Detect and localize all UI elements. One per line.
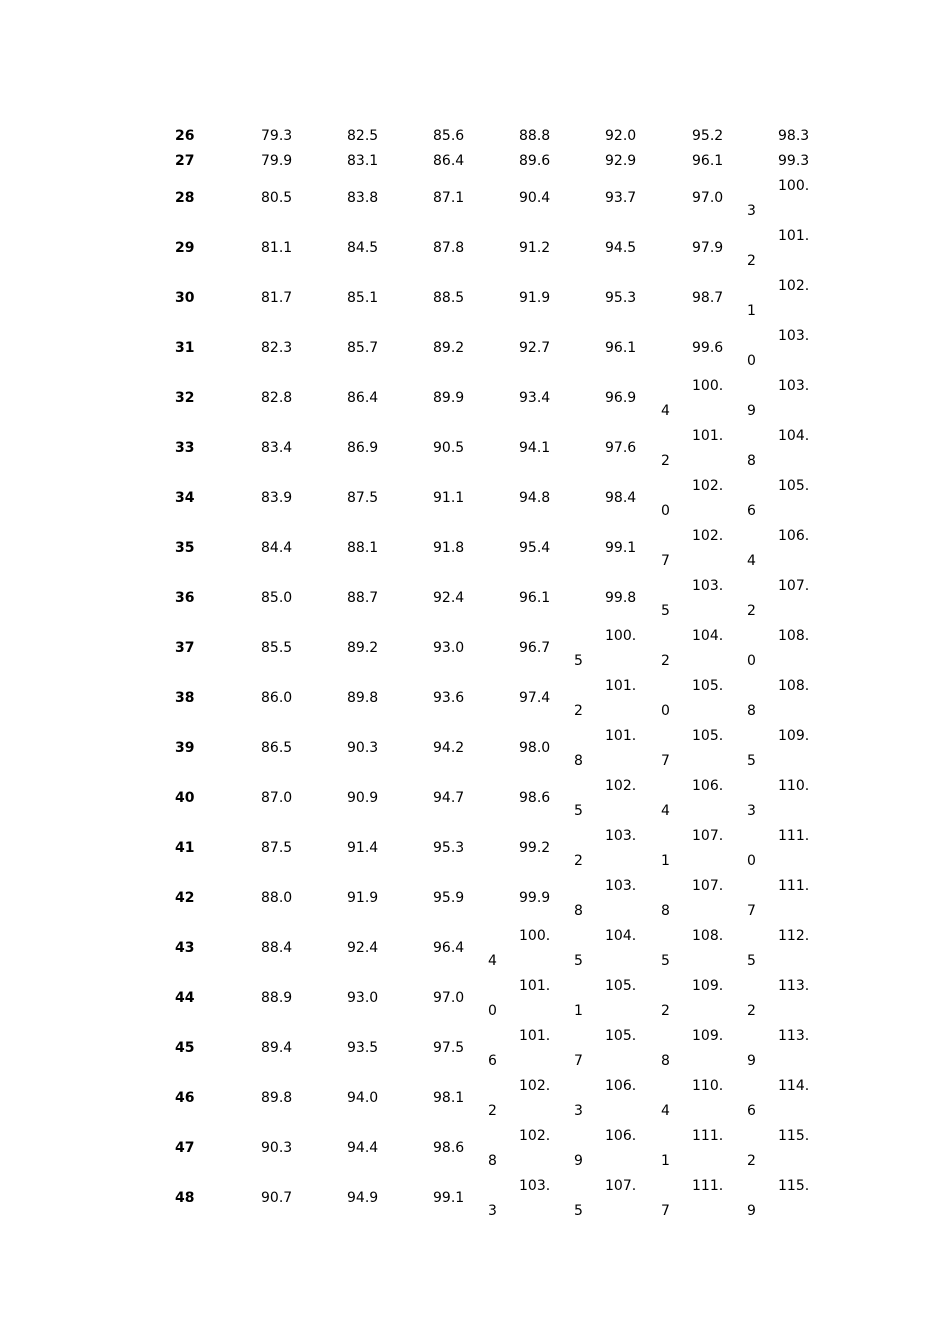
table-cell: 94.9 [347,1190,379,1206]
cell-value-part: 103. [605,828,637,844]
table-cell: 99.9 [519,890,551,906]
table-row [0,1128,950,1178]
table-cell: 91.1 [433,490,465,506]
table-cell: 94.8 [519,490,551,506]
cell-value-part: 1 [661,1153,670,1169]
table-cell: 91.8 [433,540,465,556]
cell-value-part: 100. [778,178,810,194]
cell-value-part: 5 [661,603,670,619]
cell-value-part: 113. [778,1028,810,1044]
cell-value-part: 4 [661,803,670,819]
table-cell: 94.2 [433,740,465,756]
cell-value-part: 9 [747,1203,756,1219]
table-cell: 92.0 [605,128,637,144]
row-label: 27 [175,153,195,169]
cell-value-part: 102. [519,1078,551,1094]
cell-value-part: 102. [778,278,810,294]
table-cell: 92.7 [519,340,551,356]
cell-value-part: 6 [747,503,756,519]
cell-value-part: 111. [692,1128,724,1144]
row-label: 37 [175,640,195,656]
table-row [0,378,950,428]
table-cell: 97.0 [692,190,724,206]
table-cell: 91.9 [347,890,379,906]
cell-value-part: 5 [747,753,756,769]
table-cell: 82.8 [261,390,293,406]
table-cell: 99.2 [519,840,551,856]
cell-value-part: 9 [747,1053,756,1069]
cell-value-part: 1 [747,303,756,319]
row-label: 28 [175,190,195,206]
cell-value-part: 3 [747,803,756,819]
table-cell: 91.9 [519,290,551,306]
cell-value-part: 104. [605,928,637,944]
table-cell: 90.3 [347,740,379,756]
cell-value-part: 0 [661,503,670,519]
cell-value-part: 3 [747,203,756,219]
table-cell: 97.6 [605,440,637,456]
table-row [0,878,950,928]
cell-value-part: 6 [488,1053,497,1069]
cell-value-part: 101. [519,978,551,994]
cell-value-part: 109. [778,728,810,744]
table-row [0,428,950,478]
cell-value-part: 107. [692,828,724,844]
table-row [0,978,950,1028]
table-cell: 95.3 [605,290,637,306]
table-cell: 90.4 [519,190,551,206]
table-cell: 89.6 [519,153,551,169]
cell-value-part: 105. [692,678,724,694]
table-cell: 96.7 [519,640,551,656]
cell-value-part: 101. [519,1028,551,1044]
table-cell: 88.9 [261,990,293,1006]
table-cell: 84.4 [261,540,293,556]
cell-value-part: 111. [778,828,810,844]
cell-value-part: 110. [692,1078,724,1094]
cell-value-part: 8 [661,903,670,919]
table-cell: 98.3 [778,128,810,144]
cell-value-part: 1 [574,1003,583,1019]
table-row [0,178,950,228]
table-cell: 98.4 [605,490,637,506]
row-label: 40 [175,790,195,806]
table-cell: 83.8 [347,190,379,206]
cell-value-part: 100. [692,378,724,394]
table-cell: 90.7 [261,1190,293,1206]
cell-value-part: 100. [519,928,551,944]
table-cell: 97.4 [519,690,551,706]
table-cell: 98.1 [433,1090,465,1106]
table-cell: 84.5 [347,240,379,256]
table-cell: 93.7 [605,190,637,206]
table-row [0,578,950,628]
cell-value-part: 0 [747,653,756,669]
table-row [0,528,950,578]
cell-value-part: 8 [661,1053,670,1069]
cell-value-part: 100. [605,628,637,644]
table-cell: 88.7 [347,590,379,606]
cell-value-part: 9 [747,403,756,419]
cell-value-part: 111. [778,878,810,894]
table-cell: 90.3 [261,1140,293,1156]
table-cell: 89.4 [261,1040,293,1056]
cell-value-part: 2 [661,453,670,469]
row-label: 38 [175,690,195,706]
cell-value-part: 105. [605,978,637,994]
table-cell: 92.4 [347,940,379,956]
row-label: 43 [175,940,195,956]
table-cell: 86.9 [347,440,379,456]
cell-value-part: 5 [574,803,583,819]
table-cell: 87.5 [347,490,379,506]
table-cell: 98.7 [692,290,724,306]
row-label: 34 [175,490,195,506]
row-label: 47 [175,1140,195,1156]
cell-value-part: 2 [661,653,670,669]
table-cell: 96.1 [605,340,637,356]
table-row [0,778,950,828]
table-cell: 96.1 [519,590,551,606]
cell-value-part: 0 [488,1003,497,1019]
cell-value-part: 111. [692,1178,724,1194]
table-cell: 86.5 [261,740,293,756]
cell-value-part: 8 [488,1153,497,1169]
cell-value-part: 2 [574,853,583,869]
cell-value-part: 8 [747,703,756,719]
table-cell: 99.1 [433,1190,465,1206]
cell-value-part: 106. [605,1078,637,1094]
cell-value-part: 8 [574,903,583,919]
cell-value-part: 105. [692,728,724,744]
cell-value-part: 110. [778,778,810,794]
table-cell: 83.4 [261,440,293,456]
row-label: 46 [175,1090,195,1106]
table-cell: 88.0 [261,890,293,906]
cell-value-part: 102. [605,778,637,794]
row-label: 35 [175,540,195,556]
cell-value-part: 2 [574,703,583,719]
row-label: 39 [175,740,195,756]
table-cell: 80.5 [261,190,293,206]
table-cell: 99.6 [692,340,724,356]
table-cell: 97.5 [433,1040,465,1056]
table-cell: 93.4 [519,390,551,406]
cell-value-part: 1 [661,853,670,869]
row-label: 44 [175,990,195,1006]
table-cell: 88.5 [433,290,465,306]
cell-value-part: 108. [778,678,810,694]
cell-value-part: 2 [747,1153,756,1169]
cell-value-part: 113. [778,978,810,994]
table-cell: 93.6 [433,690,465,706]
table-cell: 90.5 [433,440,465,456]
table-cell: 85.1 [347,290,379,306]
table-cell: 82.3 [261,340,293,356]
cell-value-part: 102. [519,1128,551,1144]
row-label: 26 [175,128,195,144]
cell-value-part: 106. [692,778,724,794]
cell-value-part: 104. [692,628,724,644]
table-row [0,278,950,328]
cell-value-part: 0 [747,853,756,869]
cell-value-part: 109. [692,978,724,994]
cell-value-part: 2 [488,1103,497,1119]
cell-value-part: 2 [747,253,756,269]
row-label: 41 [175,840,195,856]
table-cell: 87.1 [433,190,465,206]
table-cell: 98.6 [433,1140,465,1156]
table-cell: 95.4 [519,540,551,556]
table-cell: 89.2 [347,640,379,656]
table-cell: 96.9 [605,390,637,406]
table-cell: 87.0 [261,790,293,806]
row-label: 29 [175,240,195,256]
cell-value-part: 103. [778,328,810,344]
cell-value-part: 2 [747,603,756,619]
cell-value-part: 103. [778,378,810,394]
table-cell: 85.6 [433,128,465,144]
table-cell: 91.2 [519,240,551,256]
table-cell: 97.9 [692,240,724,256]
cell-value-part: 103. [519,1178,551,1194]
table-cell: 92.4 [433,590,465,606]
cell-value-part: 5 [661,953,670,969]
table-cell: 89.8 [261,1090,293,1106]
table-row [0,1028,950,1078]
cell-value-part: 9 [574,1153,583,1169]
cell-value-part: 7 [661,1203,670,1219]
cell-value-part: 8 [574,753,583,769]
cell-value-part: 3 [488,1203,497,1219]
cell-value-part: 4 [488,953,497,969]
row-label: 48 [175,1190,195,1206]
cell-value-part: 101. [778,228,810,244]
cell-value-part: 108. [778,628,810,644]
table-cell: 79.9 [261,153,293,169]
table-row [0,478,950,528]
table-cell: 87.8 [433,240,465,256]
cell-value-part: 7 [574,1053,583,1069]
cell-value-part: 106. [778,528,810,544]
table-cell: 95.3 [433,840,465,856]
table-cell: 79.3 [261,128,293,144]
cell-value-part: 5 [574,1203,583,1219]
table-cell: 87.5 [261,840,293,856]
cell-value-part: 4 [661,1103,670,1119]
table-cell: 86.4 [433,153,465,169]
cell-value-part: 102. [692,528,724,544]
table-row [0,828,950,878]
cell-value-part: 7 [661,753,670,769]
cell-value-part: 5 [747,953,756,969]
table-row [0,1178,950,1228]
cell-value-part: 3 [574,1103,583,1119]
cell-value-part: 109. [692,1028,724,1044]
cell-value-part: 5 [574,653,583,669]
table-cell: 82.5 [347,128,379,144]
table-cell: 85.0 [261,590,293,606]
table-cell: 94.4 [347,1140,379,1156]
cell-value-part: 107. [778,578,810,594]
table-cell: 97.0 [433,990,465,1006]
row-label: 42 [175,890,195,906]
table-cell: 90.9 [347,790,379,806]
cell-value-part: 7 [747,903,756,919]
cell-value-part: 101. [605,728,637,744]
table-cell: 93.5 [347,1040,379,1056]
table-cell: 93.0 [347,990,379,1006]
cell-value-part: 8 [747,453,756,469]
cell-value-part: 115. [778,1128,810,1144]
table-cell: 92.9 [605,153,637,169]
table-row [0,628,950,678]
cell-value-part: 106. [605,1128,637,1144]
table-row [0,1078,950,1128]
cell-value-part: 2 [661,1003,670,1019]
cell-value-part: 104. [778,428,810,444]
table-cell: 81.7 [261,290,293,306]
table-cell: 88.8 [519,128,551,144]
cell-value-part: 2 [747,1003,756,1019]
table-row [0,728,950,778]
cell-value-part: 114. [778,1078,810,1094]
row-label: 45 [175,1040,195,1056]
table-row [0,928,950,978]
table-cell: 94.7 [433,790,465,806]
table-cell: 81.1 [261,240,293,256]
cell-value-part: 107. [605,1178,637,1194]
cell-value-part: 0 [661,703,670,719]
cell-value-part: 103. [605,878,637,894]
cell-value-part: 103. [692,578,724,594]
row-label: 32 [175,390,195,406]
cell-value-part: 105. [778,478,810,494]
table-cell: 85.7 [347,340,379,356]
table-cell: 96.1 [692,153,724,169]
table-cell: 99.3 [778,153,810,169]
table-row [0,678,950,728]
table-cell: 94.5 [605,240,637,256]
table-cell: 95.9 [433,890,465,906]
cell-value-part: 107. [692,878,724,894]
table-cell: 95.2 [692,128,724,144]
row-label: 36 [175,590,195,606]
row-label: 31 [175,340,195,356]
cell-value-part: 0 [747,353,756,369]
cell-value-part: 108. [692,928,724,944]
table-cell: 89.2 [433,340,465,356]
table-cell: 99.8 [605,590,637,606]
table-cell: 99.1 [605,540,637,556]
table-cell: 93.0 [433,640,465,656]
table-cell: 86.4 [347,390,379,406]
row-label: 33 [175,440,195,456]
row-label: 30 [175,290,195,306]
table-cell: 88.4 [261,940,293,956]
table-row [0,228,950,278]
cell-value-part: 4 [661,403,670,419]
table-cell: 83.9 [261,490,293,506]
table-cell: 83.1 [347,153,379,169]
table-cell: 86.0 [261,690,293,706]
table-row [0,153,950,178]
table-cell: 96.4 [433,940,465,956]
table-cell: 94.0 [347,1090,379,1106]
cell-value-part: 101. [605,678,637,694]
table-cell: 89.9 [433,390,465,406]
table-cell: 98.0 [519,740,551,756]
cell-value-part: 7 [661,553,670,569]
cell-value-part: 5 [574,953,583,969]
table-cell: 98.6 [519,790,551,806]
cell-value-part: 6 [747,1103,756,1119]
cell-value-part: 4 [747,553,756,569]
table-cell: 88.1 [347,540,379,556]
cell-value-part: 115. [778,1178,810,1194]
cell-value-part: 112. [778,928,810,944]
table-cell: 89.8 [347,690,379,706]
cell-value-part: 105. [605,1028,637,1044]
table-row [0,128,950,153]
cell-value-part: 102. [692,478,724,494]
table-cell: 91.4 [347,840,379,856]
table-row [0,328,950,378]
cell-value-part: 101. [692,428,724,444]
table-cell: 94.1 [519,440,551,456]
table-cell: 85.5 [261,640,293,656]
